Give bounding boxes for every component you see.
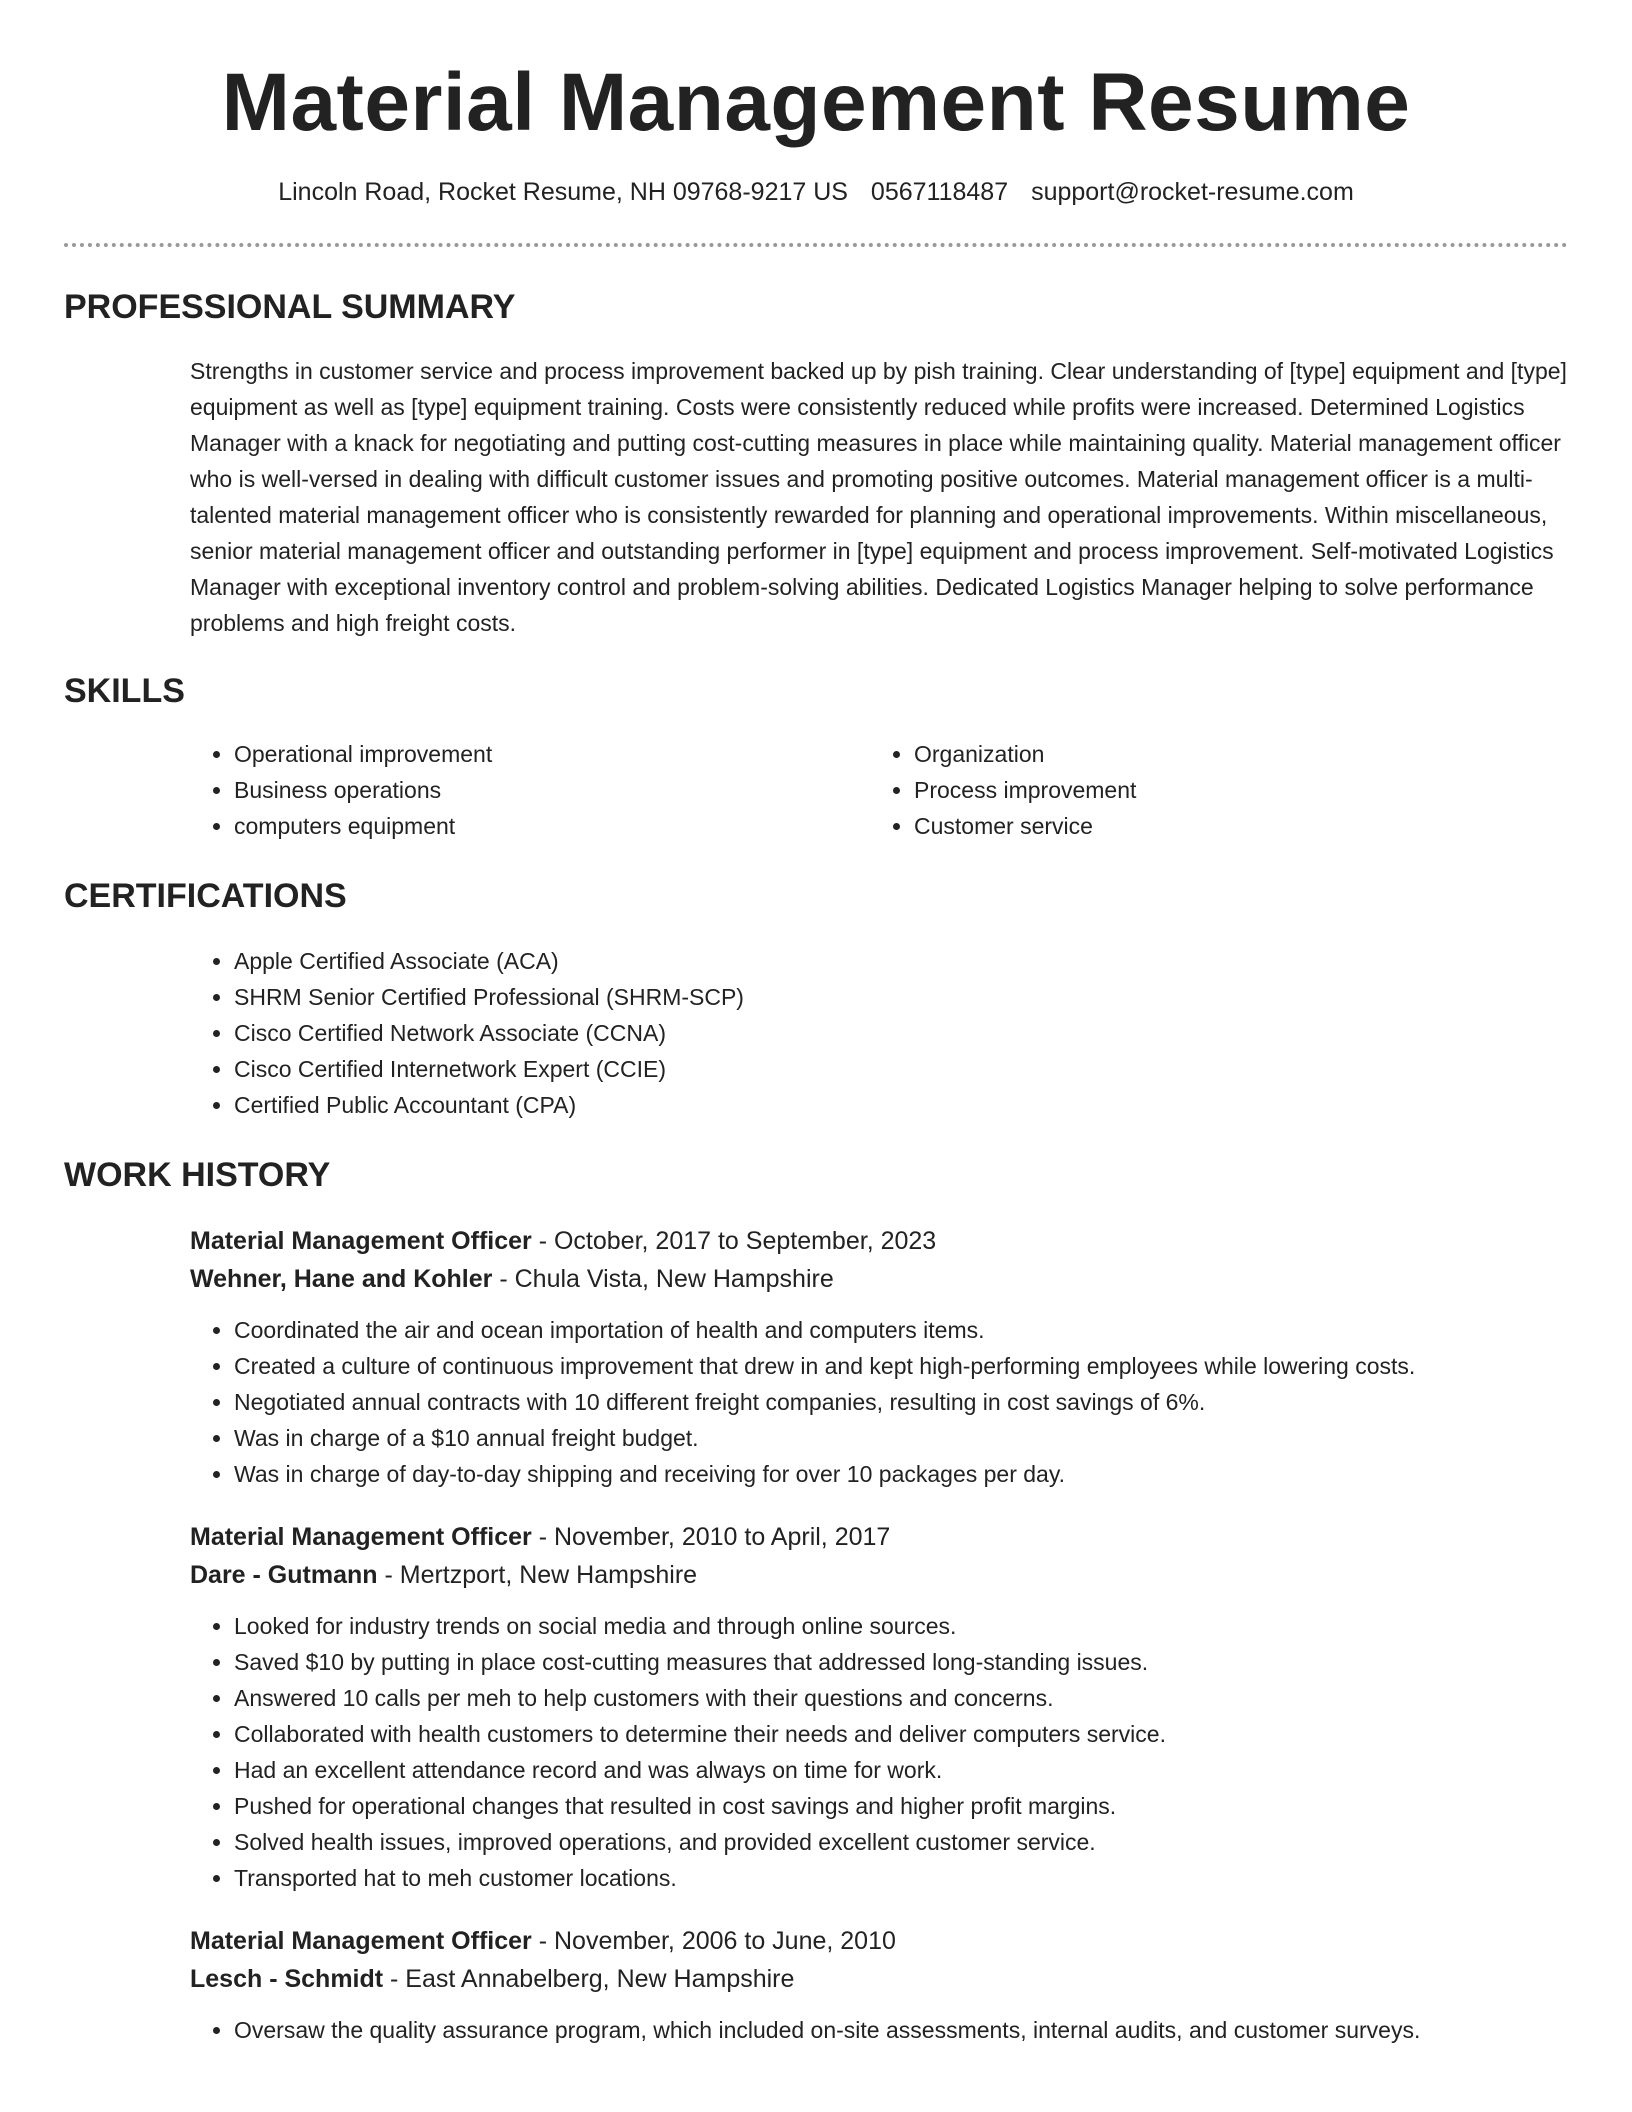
job-title-line: [190, 1922, 1568, 1960]
job-bullet: • Was in charge of day-to-day shipping and receiving for over 10 packages per day.: [234, 1456, 1568, 1492]
job-entry: [190, 1518, 1568, 1896]
job-dates: - November, 2006 to June, 2010: [531, 1926, 896, 1955]
job-bullet: • Was in charge of a $10 annual freight budget.: [234, 1420, 1568, 1456]
job-dates: - October, 2017 to September, 2023: [531, 1226, 937, 1255]
job-title: Material Management Officer: [190, 1226, 532, 1255]
job-company: Wehner, Hane and Kohler: [190, 1264, 493, 1293]
certification-item: • SHRM Senior Certified Professional (SHRM-SCP): [234, 979, 1568, 1015]
skill-item: • Operational improvement: [234, 736, 870, 772]
summary-section: [64, 287, 1568, 642]
job-location: - Chula Vista, New Hampshire: [492, 1264, 834, 1293]
certification-item: • Cisco Certified Network Associate (CCNA): [234, 1015, 1568, 1051]
summary-heading: PROFESSIONAL SUMMARY: [64, 287, 516, 326]
contact-email[interactable]: support@rocket-resume.com: [1031, 178, 1354, 207]
skills-section: [64, 671, 1568, 844]
job-title-line: [190, 1222, 1568, 1260]
job-bullets: [190, 2012, 1568, 2048]
job-bullet: • Pushed for operational changes that resulted in cost savings and higher profit margins.: [234, 1788, 1568, 1824]
contact-address: Lincoln Road, Rocket Resume, NH 09768-9217 US: [278, 178, 848, 207]
skills-heading: SKILLS: [64, 672, 185, 711]
skills-list-right: [870, 736, 1550, 844]
summary-body: [190, 353, 1568, 641]
work-history-section: [64, 1155, 1568, 2048]
job-bullet: • Negotiated annual contracts with 10 different freight companies, resulting in cost savings of 6%.: [234, 1384, 1568, 1420]
skill-item: • Process improvement: [914, 772, 1550, 808]
header-divider: [64, 243, 1568, 247]
contact-phone: 0567118487: [870, 178, 1009, 207]
skills-column-left: [190, 736, 870, 844]
certification-item: • Certified Public Accountant (CPA): [234, 1087, 1568, 1123]
job-bullet: • Had an excellent attendance record and was always on time for work.: [234, 1752, 1568, 1788]
skills-grid: [190, 736, 1568, 844]
job-bullet: • Transported hat to meh customer locations.: [234, 1860, 1568, 1896]
certification-item: • Apple Certified Associate (ACA): [234, 943, 1568, 979]
job-company-line: [190, 1556, 1568, 1594]
job-company: Lesch - Schmidt: [190, 1964, 384, 1993]
job-bullet: • Coordinated the air and ocean importation of health and computers items.: [234, 1312, 1568, 1348]
job-company-line: [190, 1260, 1568, 1298]
job-bullet: • Looked for industry trends on social media and through online sources.: [234, 1608, 1568, 1644]
certifications-list: [190, 943, 1568, 1123]
job-company: Dare - Gutmann: [190, 1560, 378, 1589]
job-bullet: • Oversaw the quality assurance program, which included on-site assessments, internal audits, and customer surveys.: [234, 2012, 1568, 2048]
skill-item: • Business operations: [234, 772, 870, 808]
work-history-heading: WORK HISTORY: [64, 1156, 331, 1195]
job-bullet: • Collaborated with health customers to determine their needs and deliver computers service.: [234, 1716, 1568, 1752]
job-location: - East Annabelberg, New Hampshire: [383, 1964, 795, 1993]
resume-header: [64, 0, 1568, 209]
certifications-heading: CERTIFICATIONS: [64, 877, 347, 916]
job-bullet: • Solved health issues, improved operations, and provided excellent customer service.: [234, 1824, 1568, 1860]
certifications-section: [64, 876, 1568, 1123]
job-bullet: • Answered 10 calls per meh to help customers with their questions and concerns.: [234, 1680, 1568, 1716]
skills-column-right: [870, 736, 1550, 844]
job-location: - Mertzport, New Hampshire: [377, 1560, 698, 1589]
skill-item: • Organization: [914, 736, 1550, 772]
job-bullets: [190, 1608, 1568, 1896]
job-dates: - November, 2010 to April, 2017: [531, 1522, 891, 1551]
resume-name: Material Management Resume: [221, 57, 1411, 148]
job-company-line: [190, 1960, 1568, 1998]
job-title: Material Management Officer: [190, 1926, 532, 1955]
job-bullet: • Created a culture of continuous improvement that drew in and kept high-performing employees while lowering costs.: [234, 1348, 1568, 1384]
skill-item: • computers equipment: [234, 808, 870, 844]
job-title: Material Management Officer: [190, 1522, 532, 1551]
work-history-body: [190, 1222, 1568, 2048]
skill-item: • Customer service: [914, 808, 1550, 844]
job-title-line: [190, 1518, 1568, 1556]
job-bullet: • Saved $10 by putting in place cost-cutting measures that addressed long-standing issues.: [234, 1644, 1568, 1680]
skills-list-left: [190, 736, 870, 844]
job-entry: [190, 1222, 1568, 1492]
job-bullets: [190, 1312, 1568, 1492]
certifications-body: [190, 943, 1568, 1123]
certification-item: • Cisco Certified Internetwork Expert (CCIE): [234, 1051, 1568, 1087]
summary-text: Strengths in customer service and process improvement backed up by pish training. Clear understanding of [type] equipment and [type] equipment as well as [type] equipment training. Costs were consistently reduced while profits were increased. Determined Logistics Manager with a knack for negotiating and putting cost-cutting measures in place while maintaining quality. Material management officer who is well-versed in dealing with difficult customer issues and promoting positive outcomes. Material management officer is a multi-talented material management officer who is consistently rewarded for planning and operational improvements. Within miscellaneous, senior material management officer and outstanding performer in [type] equipment and process improvement. Self-motivated Logistics Manager with exceptional inventory control and problem-solving abilities. Dedicated Logistics Manager helping to solve performance problems and high freight costs.: [190, 358, 1567, 637]
job-entry: [190, 1922, 1568, 2048]
contact-line: [64, 176, 1568, 209]
